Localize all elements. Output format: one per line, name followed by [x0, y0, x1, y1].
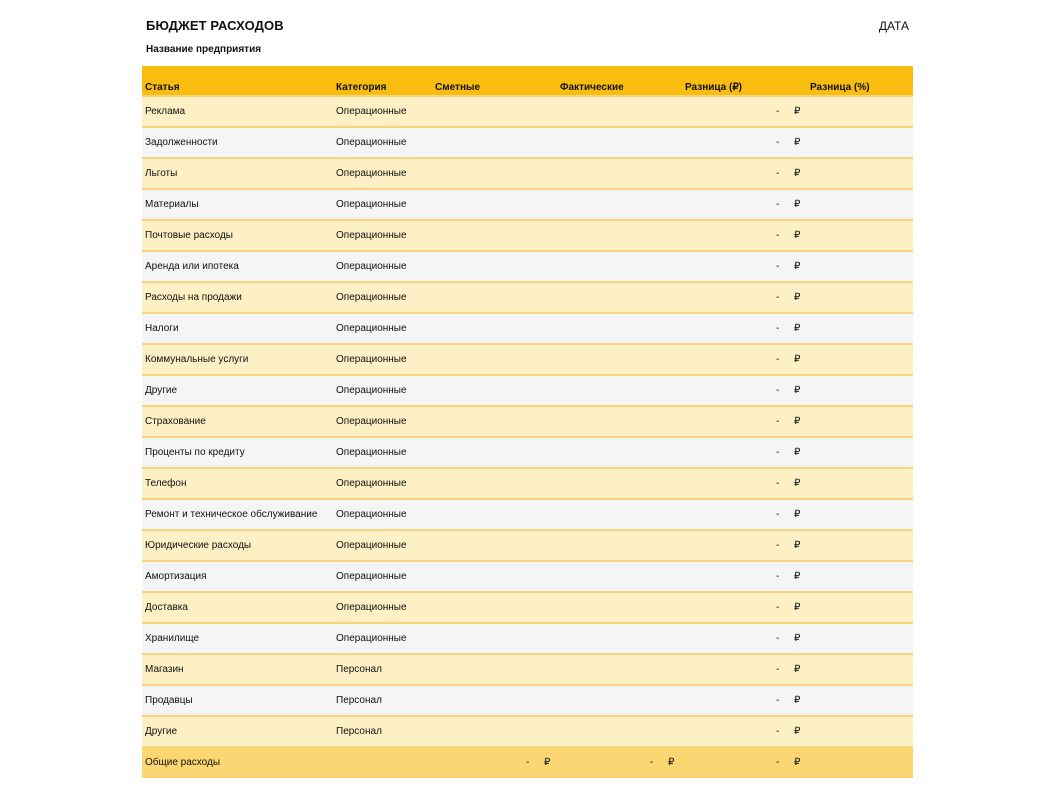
- row-diff-currency: ₽: [794, 323, 801, 334]
- total-diff-dash: -: [776, 757, 780, 768]
- budget-table: [142, 66, 913, 778]
- row-diff-dash: -: [776, 354, 780, 365]
- row-diff-dash: -: [776, 571, 780, 582]
- row-diff-currency: ₽: [794, 416, 801, 427]
- row-diff-currency: ₽: [794, 447, 801, 458]
- row-diff-dash: -: [776, 199, 780, 210]
- table-row: [142, 653, 913, 684]
- row-diff-currency: ₽: [794, 540, 801, 551]
- row-category-cell: Операционные: [336, 478, 407, 489]
- row-diff-currency: ₽: [794, 199, 801, 210]
- row-item-cell: Телефон: [145, 478, 187, 489]
- row-diff-dash: -: [776, 137, 780, 148]
- table-row: [142, 343, 913, 374]
- row-category-cell: Операционные: [336, 509, 407, 520]
- row-diff-dash: -: [776, 602, 780, 613]
- row-item-cell: Аренда или ипотека: [145, 261, 239, 272]
- row-category-cell: Операционные: [336, 230, 407, 241]
- row-item-cell: Коммунальные услуги: [145, 354, 249, 365]
- page-title: БЮДЖЕТ РАСХОДОВ: [146, 18, 284, 33]
- row-diff-currency: ₽: [794, 509, 801, 520]
- row-diff-dash: -: [776, 695, 780, 706]
- row-diff-dash: -: [776, 385, 780, 396]
- row-item-cell: Амортизация: [145, 571, 207, 582]
- column-header-category: Категория: [336, 82, 387, 93]
- table-row: [142, 312, 913, 343]
- row-category-cell: Операционные: [336, 106, 407, 117]
- row-diff-currency: ₽: [794, 106, 801, 117]
- row-diff-dash: -: [776, 292, 780, 303]
- row-category-cell: Операционные: [336, 261, 407, 272]
- row-diff-currency: ₽: [794, 354, 801, 365]
- table-row: [142, 219, 913, 250]
- row-item-cell: Почтовые расходы: [145, 230, 233, 241]
- row-category-cell: Операционные: [336, 602, 407, 613]
- row-category-cell: Персонал: [336, 726, 382, 737]
- row-item-cell: Реклама: [145, 106, 186, 117]
- table-row: [142, 281, 913, 312]
- table-header-row: [142, 66, 913, 95]
- row-category-cell: Операционные: [336, 323, 407, 334]
- total-planned-currency: ₽: [544, 757, 551, 768]
- row-category-cell: Персонал: [336, 695, 382, 706]
- row-diff-dash: -: [776, 664, 780, 675]
- row-item-cell: Ремонт и техническое обслуживание: [145, 509, 318, 520]
- column-header-diff-rub: Разница (₽): [685, 82, 743, 93]
- table-row: [142, 467, 913, 498]
- table-row: [142, 157, 913, 188]
- table-row: [142, 622, 913, 653]
- row-diff-dash: -: [776, 168, 780, 179]
- row-diff-dash: -: [776, 726, 780, 737]
- total-actual-dash: -: [650, 757, 654, 768]
- total-actual-currency: ₽: [668, 757, 675, 768]
- row-diff-currency: ₽: [794, 571, 801, 582]
- column-header-item: Статья: [145, 82, 180, 93]
- row-diff-dash: -: [776, 509, 780, 520]
- row-diff-currency: ₽: [794, 292, 801, 303]
- row-category-cell: Операционные: [336, 385, 407, 396]
- row-item-cell: Юридические расходы: [145, 540, 252, 551]
- row-item-cell: Магазин: [145, 664, 184, 675]
- row-diff-currency: ₽: [794, 726, 801, 737]
- row-item-cell: Задолженности: [145, 137, 218, 148]
- row-category-cell: Операционные: [336, 137, 407, 148]
- total-planned-dash: -: [526, 757, 530, 768]
- table-row: [142, 405, 913, 436]
- row-category-cell: Операционные: [336, 168, 407, 179]
- table-row: [142, 436, 913, 467]
- table-row: [142, 715, 913, 746]
- row-item-cell: Доставка: [145, 602, 188, 613]
- row-diff-dash: -: [776, 230, 780, 241]
- row-diff-dash: -: [776, 633, 780, 644]
- row-diff-dash: -: [776, 478, 780, 489]
- row-diff-currency: ₽: [794, 633, 801, 644]
- table-row: [142, 374, 913, 405]
- row-diff-currency: ₽: [794, 385, 801, 396]
- row-item-cell: Другие: [145, 385, 178, 396]
- company-name: Название предприятия: [146, 44, 262, 55]
- row-diff-currency: ₽: [794, 478, 801, 489]
- row-category-cell: Операционные: [336, 199, 407, 210]
- row-item-cell: Расходы на продажи: [145, 292, 242, 303]
- row-category-cell: Операционные: [336, 416, 407, 427]
- row-item-cell: Материалы: [145, 199, 199, 210]
- row-category-cell: Операционные: [336, 292, 407, 303]
- total-label: Общие расходы: [145, 757, 221, 768]
- row-diff-dash: -: [776, 540, 780, 551]
- row-diff-currency: ₽: [794, 137, 801, 148]
- date-label: ДАТА: [878, 19, 909, 33]
- row-item-cell: Другие: [145, 726, 178, 737]
- row-diff-currency: ₽: [794, 695, 801, 706]
- row-diff-dash: -: [776, 261, 780, 272]
- row-diff-dash: -: [776, 447, 780, 458]
- table-row: [142, 188, 913, 219]
- row-category-cell: Операционные: [336, 354, 407, 365]
- row-item-cell: Налоги: [145, 323, 179, 334]
- row-item-cell: Проценты по кредиту: [145, 447, 245, 458]
- table-row: [142, 560, 913, 591]
- row-category-cell: Операционные: [336, 540, 407, 551]
- row-diff-currency: ₽: [794, 261, 801, 272]
- row-category-cell: Операционные: [336, 571, 407, 582]
- row-category-cell: Операционные: [336, 447, 407, 458]
- table-row: [142, 95, 913, 126]
- row-diff-dash: -: [776, 106, 780, 117]
- column-header-planned: Сметные: [435, 82, 481, 93]
- row-diff-currency: ₽: [794, 168, 801, 179]
- row-diff-currency: ₽: [794, 230, 801, 241]
- row-item-cell: Льготы: [145, 168, 178, 179]
- row-item-cell: Продавцы: [145, 695, 193, 706]
- column-header-actual: Фактические: [560, 82, 624, 93]
- table-row: [142, 498, 913, 529]
- row-diff-currency: ₽: [794, 664, 801, 675]
- column-header-diff-pct: Разница (%): [810, 82, 870, 93]
- row-item-cell: Страхование: [145, 416, 206, 427]
- row-category-cell: Операционные: [336, 633, 407, 644]
- table-row: [142, 126, 913, 157]
- row-item-cell: Хранилище: [145, 633, 199, 644]
- table-row: [142, 250, 913, 281]
- row-diff-currency: ₽: [794, 602, 801, 613]
- row-diff-dash: -: [776, 323, 780, 334]
- row-diff-dash: -: [776, 416, 780, 427]
- total-diff-currency: ₽: [794, 757, 801, 768]
- total-row: [142, 746, 913, 777]
- table-row: [142, 529, 913, 560]
- row-category-cell: Персонал: [336, 664, 382, 675]
- table-row: [142, 591, 913, 622]
- table-row: [142, 684, 913, 715]
